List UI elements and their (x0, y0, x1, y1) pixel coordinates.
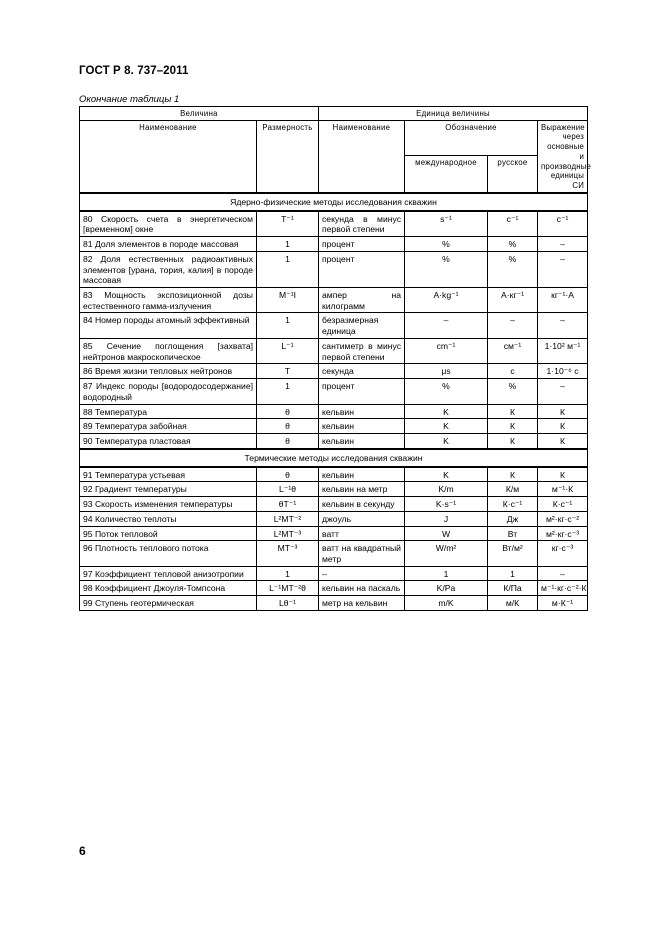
cell-unit-name: процент (319, 251, 405, 287)
cell-unit-name: метр на кельвин (319, 596, 405, 611)
cell-designation-international: W/m² (405, 541, 488, 566)
cell-dimension: M⁻¹I (257, 288, 319, 313)
cell-quantity-name: 91 Температура устьевая (80, 467, 257, 482)
cell-unit-name: – (319, 566, 405, 581)
cell-designation-russian: Вт (488, 526, 538, 541)
cell-designation-international: K (405, 434, 488, 449)
cell-si-expression: К (538, 467, 588, 482)
table-row (80, 379, 588, 404)
cell-si-expression: м²·кг·с⁻² (538, 511, 588, 526)
cell-unit-name: ватт на квадратный метр (319, 541, 405, 566)
cell-si-expression: К·с⁻¹ (538, 497, 588, 512)
section-title: Ядерно-физические методы исследования скважин (80, 193, 588, 211)
table-row (80, 404, 588, 419)
units-table (79, 106, 592, 611)
cell-designation-russian: К (488, 404, 538, 419)
cell-unit-name: сантиметр в минус первой степени (319, 338, 405, 363)
cell-si-expression: К (538, 404, 588, 419)
cell-designation-international: s⁻¹ (405, 211, 488, 237)
table-row (80, 251, 588, 287)
table-row (80, 541, 588, 566)
cell-unit-name: кельвин (319, 419, 405, 434)
cell-si-expression: К (538, 434, 588, 449)
cell-si-expression: м·К⁻¹ (538, 596, 588, 611)
cell-designation-international: K·s⁻¹ (405, 497, 488, 512)
cell-dimension: θ (257, 404, 319, 419)
table-row (80, 581, 588, 596)
header-expression-line1: Выражение через основные (541, 122, 585, 152)
table-row (80, 211, 588, 237)
cell-quantity-name: 88 Температура (80, 404, 257, 419)
cell-dimension: MT⁻³ (257, 541, 319, 566)
cell-si-expression: К (538, 419, 588, 434)
cell-quantity-name: 94 Количество теплоты (80, 511, 257, 526)
header-expression (538, 120, 592, 193)
table-caption: Окончание таблицы 1 (79, 94, 180, 105)
section-title: Термические методы исследования скважин (80, 449, 588, 467)
cell-quantity-name: 81 Доля элементов в породе массовая (80, 237, 257, 252)
cell-si-expression: кг⁻¹·А (538, 288, 588, 313)
cell-unit-name: джоуль (319, 511, 405, 526)
cell-dimension: Lθ⁻¹ (257, 596, 319, 611)
table-row (80, 364, 588, 379)
table-row (80, 288, 588, 313)
cell-designation-russian: А·кг⁻¹ (488, 288, 538, 313)
table-row (80, 482, 588, 497)
table-row (80, 237, 588, 252)
header-russian: русское (488, 156, 538, 193)
cell-quantity-name: 83 Мощность экспозиционной дозы естественного гамма-излучения (80, 288, 257, 313)
cell-designation-international: – (405, 313, 488, 338)
cell-si-expression: – (538, 237, 588, 252)
cell-designation-russian: % (488, 237, 538, 252)
cell-si-expression: – (538, 566, 588, 581)
cell-designation-russian: 1 (488, 566, 538, 581)
table-row (80, 497, 588, 512)
cell-si-expression: с⁻¹ (538, 211, 588, 237)
table-row (80, 596, 588, 611)
table-row (80, 338, 588, 363)
cell-unit-name: кельвин (319, 467, 405, 482)
cell-quantity-name: 85 Сечение поглощения [захвата] нейтронов макроскопическое (80, 338, 257, 363)
cell-dimension: θ (257, 467, 319, 482)
cell-si-expression: м²·кг·с⁻³ (538, 526, 588, 541)
cell-designation-russian: К (488, 419, 538, 434)
table-row (80, 467, 588, 482)
cell-designation-international: K/m (405, 482, 488, 497)
cell-unit-name: кельвин на метр (319, 482, 405, 497)
cell-dimension: T (257, 364, 319, 379)
cell-designation-russian: % (488, 251, 538, 287)
cell-designation-russian: Дж (488, 511, 538, 526)
cell-unit-name: процент (319, 379, 405, 404)
cell-designation-international: μs (405, 364, 488, 379)
cell-si-expression: – (538, 313, 588, 338)
cell-designation-russian: – (488, 313, 538, 338)
cell-designation-international: % (405, 237, 488, 252)
cell-designation-russian: К/Па (488, 581, 538, 596)
header-name: Наименование (80, 120, 257, 193)
page-number: 6 (79, 844, 86, 858)
table-row (80, 566, 588, 581)
cell-unit-name: ватт (319, 526, 405, 541)
cell-unit-name: кельвин (319, 434, 405, 449)
cell-si-expression: 1·10⁻⁶ с (538, 364, 588, 379)
table-row (80, 511, 588, 526)
cell-si-expression: – (538, 251, 588, 287)
cell-dimension: T⁻¹ (257, 211, 319, 237)
cell-designation-russian: м/К (488, 596, 538, 611)
cell-dimension: L⁻¹θ (257, 482, 319, 497)
cell-unit-name: ампер на килограмм (319, 288, 405, 313)
header-international: международное (405, 156, 488, 193)
cell-dimension: θ (257, 434, 319, 449)
cell-designation-international: A·kg⁻¹ (405, 288, 488, 313)
cell-dimension: L⁻¹MT⁻²θ (257, 581, 319, 596)
cell-designation-international: cm⁻¹ (405, 338, 488, 363)
cell-unit-name: безразмерная единица (319, 313, 405, 338)
cell-dimension: 1 (257, 379, 319, 404)
cell-designation-russian: К (488, 434, 538, 449)
cell-designation-international: % (405, 251, 488, 287)
cell-dimension: L⁻¹ (257, 338, 319, 363)
cell-dimension: θ (257, 419, 319, 434)
cell-designation-russian: К/м (488, 482, 538, 497)
cell-designation-international: K (405, 419, 488, 434)
cell-unit-name: кельвин в секунду (319, 497, 405, 512)
cell-designation-russian: см⁻¹ (488, 338, 538, 363)
cell-designation-russian: Вт/м² (488, 541, 538, 566)
cell-quantity-name: 86 Время жизни тепловых нейтронов (80, 364, 257, 379)
cell-quantity-name: 87 Индекс породы [водородосодержание] водородный (80, 379, 257, 404)
cell-quantity-name: 89 Температура забойная (80, 419, 257, 434)
cell-quantity-name: 95 Поток тепловой (80, 526, 257, 541)
cell-quantity-name: 96 Плотность теплового потока (80, 541, 257, 566)
cell-quantity-name: 92 Градиент температуры (80, 482, 257, 497)
table-row (80, 434, 588, 449)
cell-dimension: θT⁻¹ (257, 497, 319, 512)
cell-dimension: 1 (257, 566, 319, 581)
header-row-1 (80, 107, 588, 121)
cell-quantity-name: 84 Номер породы атомный эффективный (80, 313, 257, 338)
cell-unit-name: секунда (319, 364, 405, 379)
cell-unit-name: секунда в минус первой степени (319, 211, 405, 237)
cell-quantity-name: 93 Скорость изменения температуры (80, 497, 257, 512)
header-row-2 (80, 120, 588, 156)
cell-designation-russian: К (488, 467, 538, 482)
header-quantity: Величина (80, 107, 319, 121)
cell-designation-international: J (405, 511, 488, 526)
header-unit: Единица величины (319, 107, 588, 121)
header-designation: Обозначение (405, 120, 538, 156)
header-expression-line2: и производные единицы СИ (541, 151, 592, 191)
table-row (80, 419, 588, 434)
cell-designation-russian: с⁻¹ (488, 211, 538, 237)
section-header-row (80, 193, 588, 211)
cell-quantity-name: 99 Ступень геотермическая (80, 596, 257, 611)
cell-dimension: 1 (257, 313, 319, 338)
cell-designation-international: K (405, 404, 488, 419)
cell-si-expression: м⁻¹·К (538, 482, 588, 497)
cell-quantity-name: 90 Температура пластовая (80, 434, 257, 449)
cell-unit-name: процент (319, 237, 405, 252)
cell-unit-name: кельвин (319, 404, 405, 419)
cell-unit-name: кельвин на паскаль (319, 581, 405, 596)
cell-dimension: L²MT⁻³ (257, 526, 319, 541)
cell-designation-international: K/Pa (405, 581, 488, 596)
cell-designation-international: 1 (405, 566, 488, 581)
cell-designation-russian: с (488, 364, 538, 379)
cell-quantity-name: 80 Скорость счета в энергетическом [временном] окне (80, 211, 257, 237)
cell-designation-international: W (405, 526, 488, 541)
cell-quantity-name: 97 Коэффициент тепловой анизотропии (80, 566, 257, 581)
cell-designation-russian: % (488, 379, 538, 404)
cell-si-expression: – (538, 379, 588, 404)
cell-designation-international: K (405, 467, 488, 482)
cell-designation-russian: К·с⁻¹ (488, 497, 538, 512)
cell-si-expression: м⁻¹·кг·с⁻²·К (538, 581, 588, 596)
cell-dimension: 1 (257, 251, 319, 287)
header-unit-name: Наименование (319, 120, 405, 193)
cell-si-expression: кг·с⁻³ (538, 541, 588, 566)
table-row (80, 526, 588, 541)
cell-quantity-name: 98 Коэффициент Джоуля-Томпсона (80, 581, 257, 596)
cell-si-expression: 1·10² м⁻¹ (538, 338, 588, 363)
header-dimension: Размерность (257, 120, 319, 193)
cell-dimension: L²MT⁻² (257, 511, 319, 526)
section-header-row (80, 449, 588, 467)
cell-designation-international: % (405, 379, 488, 404)
cell-dimension: 1 (257, 237, 319, 252)
cell-quantity-name: 82 Доля естественных радиоактивных элементов [урана, тория, калия] в породе массовая (80, 251, 257, 287)
table-row (80, 313, 588, 338)
document-title: ГОСТ Р 8. 737–2011 (79, 65, 189, 77)
cell-designation-international: m/K (405, 596, 488, 611)
